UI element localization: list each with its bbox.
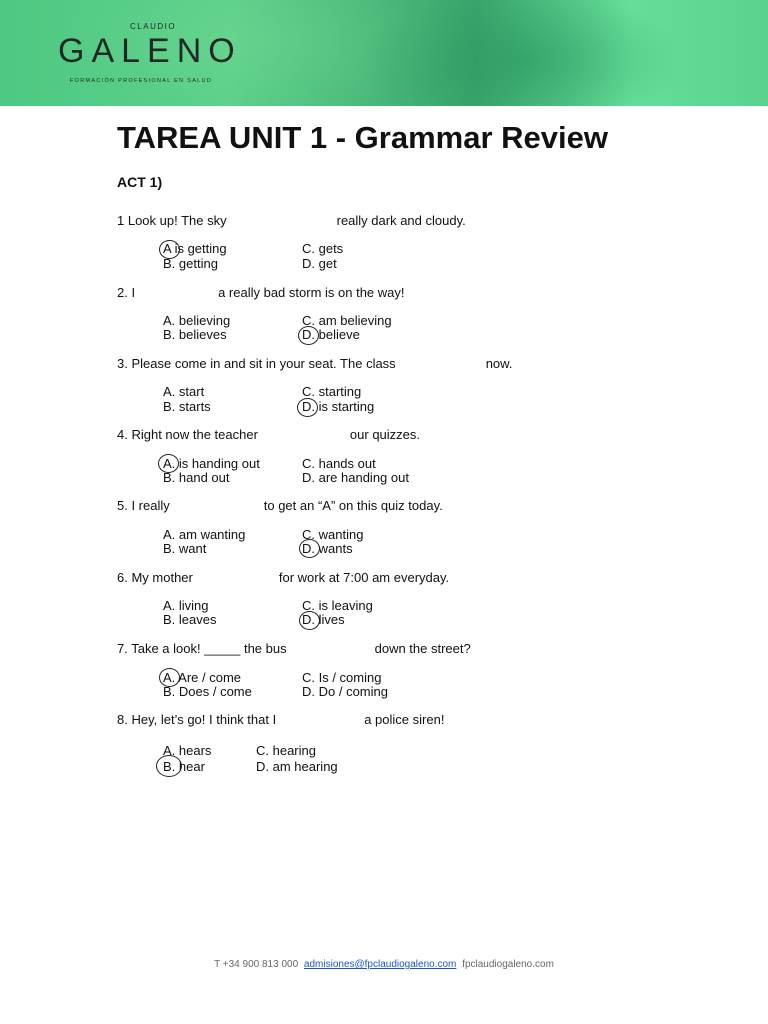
question-4-pre: 4. Right now the teacher <box>117 427 258 442</box>
answer-circle-q4 <box>158 454 179 473</box>
question-8 <box>117 712 444 727</box>
header-banner <box>0 0 768 106</box>
question-1 <box>117 213 466 228</box>
question-8-post: a police siren! <box>364 712 445 727</box>
q3-option-a[interactable]: A. start <box>163 384 205 399</box>
answer-circle-q7 <box>159 668 180 687</box>
question-6 <box>117 570 449 585</box>
question-3 <box>117 356 512 371</box>
q5-option-c[interactable]: C. wanting <box>302 527 364 542</box>
footer-email-link[interactable]: admisiones@fpclaudiogaleno.com <box>303 959 457 970</box>
question-7-post: down the street? <box>374 641 471 656</box>
q4-option-a[interactable]: A. is handing out <box>163 456 260 471</box>
q8-option-c[interactable]: C. hearing <box>256 743 316 758</box>
answer-circle-q3 <box>297 398 318 417</box>
q6-option-d[interactable]: D. lives <box>302 612 345 627</box>
logo-top-text: CLAUDIO <box>130 22 177 31</box>
question-1-pre: 1 Look up! The sky <box>117 213 227 228</box>
answer-circle-q8 <box>156 755 182 777</box>
question-8-pre: 8. Hey, let’s go! I think that I <box>117 712 277 727</box>
question-2 <box>117 285 405 300</box>
q8-option-b[interactable]: B. hear <box>163 759 205 774</box>
answer-circle-q2 <box>298 326 319 345</box>
q1-option-a[interactable]: A is getting <box>163 241 227 256</box>
q2-option-d[interactable]: D. believe <box>302 327 360 342</box>
page-title: TAREA UNIT 1 - Grammar Review <box>117 120 608 155</box>
question-7 <box>117 641 471 656</box>
question-1-post: really dark and cloudy. <box>336 213 466 228</box>
q7-option-b[interactable]: B. Does / come <box>163 684 252 699</box>
question-7-pre: 7. Take a look! _____ the bus <box>117 641 287 656</box>
q8-option-a[interactable]: A. hears <box>163 743 212 758</box>
logo-subtitle: FORMACIÓN PROFESIONAL EN SALUD <box>70 78 213 84</box>
q3-option-b[interactable]: B. starts <box>163 399 211 414</box>
question-5 <box>117 498 443 513</box>
q4-option-c[interactable]: C. hands out <box>302 456 376 471</box>
q1-option-d[interactable]: D. get <box>302 256 337 271</box>
question-4 <box>117 427 420 442</box>
q1-option-b[interactable]: B. getting <box>163 256 218 271</box>
answer-circle-q6 <box>299 611 320 630</box>
q1-option-c[interactable]: C. gets <box>302 241 344 256</box>
logo-main-text: GALENO <box>58 32 242 70</box>
footer-contact <box>0 959 768 970</box>
q4-option-d[interactable]: D. are handing out <box>302 470 409 485</box>
question-6-post: for work at 7:00 am everyday. <box>278 570 450 585</box>
question-3-post: now. <box>485 356 513 371</box>
q5-option-d[interactable]: D. wants <box>302 541 353 556</box>
q7-option-a[interactable]: A. Are / come <box>163 670 242 685</box>
q6-option-c[interactable]: C. is leaving <box>302 598 373 613</box>
q5-option-a[interactable]: A. am wanting <box>163 527 246 542</box>
q2-option-a[interactable]: A. believing <box>163 313 231 328</box>
answer-circle-q1 <box>159 240 180 259</box>
footer-website: fpclaudiogaleno.com <box>462 959 554 970</box>
q3-option-d[interactable]: D. is starting <box>302 399 375 414</box>
q4-option-b[interactable]: B. hand out <box>163 470 230 485</box>
q2-option-c[interactable]: C. am believing <box>302 313 392 328</box>
q6-option-a[interactable]: A. living <box>163 598 209 613</box>
q7-option-d[interactable]: D. Do / coming <box>302 684 388 699</box>
q3-option-c[interactable]: C. starting <box>302 384 362 399</box>
q7-option-c[interactable]: C. Is / coming <box>302 670 382 685</box>
question-3-pre: 3. Please come in and sit in your seat. The class <box>117 356 396 371</box>
q5-option-b[interactable]: B. want <box>163 541 207 556</box>
q2-option-b[interactable]: B. believes <box>163 327 227 342</box>
question-5-post: to get an “A” on this quiz today. <box>263 498 443 513</box>
question-6-pre: 6. My mother <box>117 570 193 585</box>
q6-option-b[interactable]: B. leaves <box>163 612 217 627</box>
question-2-pre: 2. I <box>117 285 136 300</box>
question-5-pre: 5. I really <box>117 498 170 513</box>
footer-phone: T +34 900 813 000 <box>214 959 299 970</box>
answer-circle-q5 <box>299 539 320 558</box>
q8-option-d[interactable]: D. am hearing <box>256 759 338 774</box>
section-heading: ACT 1) <box>117 174 163 190</box>
question-2-post: a really bad storm is on the way! <box>218 285 405 300</box>
question-4-post: our quizzes. <box>349 427 421 442</box>
